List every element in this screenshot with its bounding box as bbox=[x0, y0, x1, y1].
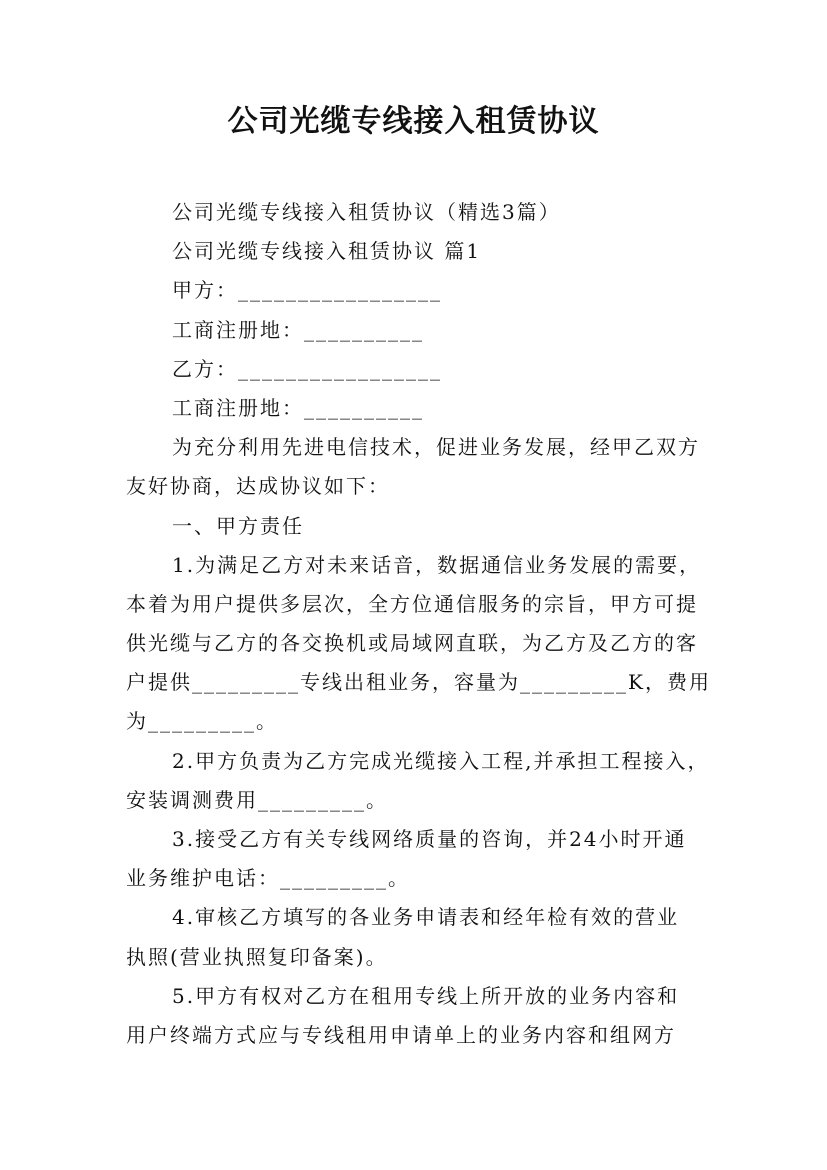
text-line: 4.审核乙方填写的各业务申请表和经年检有效的营业 bbox=[172, 905, 680, 930]
text-line: 5.甲方有权对乙方在租用专线上所开放的业务内容和 bbox=[172, 983, 680, 1008]
text-line: 执照(营业执照复印备案)。 bbox=[126, 944, 388, 969]
text-line: 2.甲方负责为乙方完成光缆接入工程,并承担工程接入， bbox=[172, 748, 710, 773]
text-line: 安装调测费用_________。 bbox=[126, 787, 388, 812]
text-line: 1.为满足乙方对未来话音，数据通信业务发展的需要， bbox=[172, 552, 702, 577]
text-line: 用户终端方式应与专线租用申请单上的业务内容和组网方 bbox=[126, 1022, 676, 1047]
text-line: 为_________。 bbox=[126, 709, 278, 734]
text-line: 3.接受乙方有关专线网络质量的咨询，并24小时开通 bbox=[172, 827, 687, 851]
text-line: 工商注册地：__________ bbox=[172, 317, 424, 342]
text-line: 一、甲方责任 bbox=[172, 513, 304, 538]
text-line: 户提供_________专线出租业务，容量为_________K，费用 bbox=[126, 670, 711, 695]
text-line: 业务维护电话：_________。 bbox=[126, 866, 410, 891]
text-line: 公司光缆专线接入租赁协议 篇1 bbox=[172, 239, 482, 264]
text-line: 公司光缆专线接入租赁协议（精选3篇） bbox=[172, 200, 561, 224]
text-line: 工商注册地：__________ bbox=[172, 395, 424, 420]
text-line: 友好协商，达成协议如下： bbox=[126, 474, 390, 499]
document-title: 公司光缆专线接入租赁协议 bbox=[227, 104, 600, 139]
text-line: 本着为用户提供多层次，全方位通信服务的宗旨，甲方可提 bbox=[126, 591, 698, 616]
text-line: 甲方：_________________ bbox=[172, 278, 442, 303]
document-body bbox=[126, 193, 710, 1055]
text-line: 乙方：_________________ bbox=[172, 356, 442, 381]
text-line: 为充分利用先进电信技术，促进业务发展，经甲乙双方 bbox=[172, 435, 700, 460]
text-line: 供光缆与乙方的各交换机或局域网直联，为乙方及乙方的客 bbox=[126, 631, 698, 656]
